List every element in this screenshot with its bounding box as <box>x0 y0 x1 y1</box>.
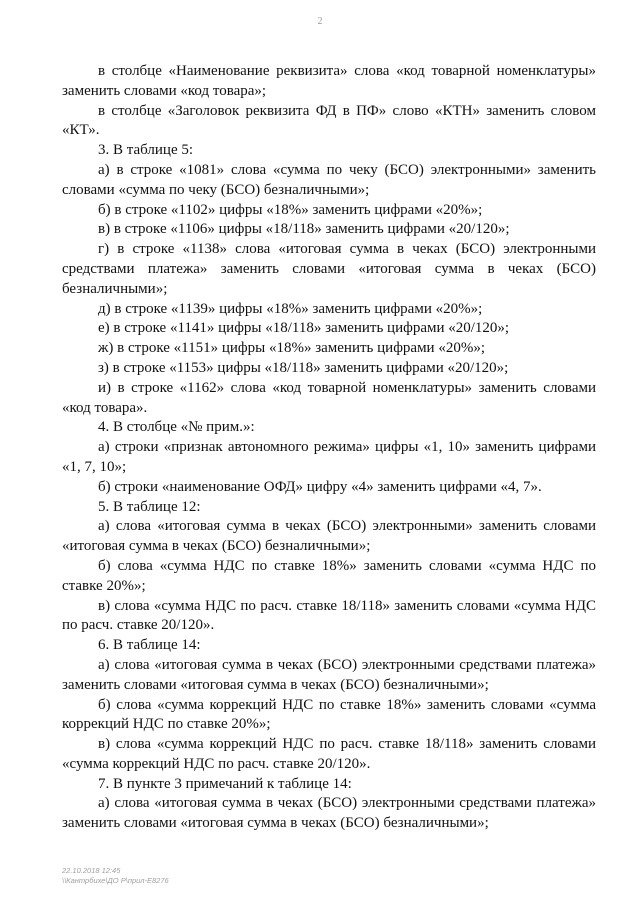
document-body <box>62 62 596 834</box>
footer-timestamp: 22.10.2018 12:45 <box>62 866 121 875</box>
paragraph: 4. В столбце «№ прим.»: <box>98 419 255 436</box>
paragraph: ж) в строке «1151» цифры «18%» заменить цифрами «20%»; <box>98 340 485 357</box>
paragraph: г) в строке «1138» слова «итоговая сумма в чеках (БСО) электронными средствами платежа» заменить словами «итоговая сумма в чеках (БСО) безналичными»; <box>62 241 596 297</box>
paragraph: 5. В таблице 12: <box>98 498 201 515</box>
paragraph: в) слова «сумма НДС по расч. ставке 18/118» заменить словами «сумма НДС по расч. ставке 20/120». <box>62 597 596 634</box>
paragraph: е) в строке «1141» цифры «18/118» заменить цифрами «20/120»; <box>98 320 510 337</box>
page-number: 2 <box>317 16 323 27</box>
paragraph: б) строки «наименование ОФД» цифру «4» заменить цифрами «4, 7». <box>98 478 542 495</box>
paragraph: д) в строке «1139» цифры «18%» заменить цифрами «20%»; <box>98 300 483 317</box>
paragraph: з) в строке «1153» цифры «18/118» заменить цифрами «20/120»; <box>98 359 509 376</box>
paragraph: 6. В таблице 14: <box>98 637 201 654</box>
footer-stamp <box>62 866 169 886</box>
paragraph: и) в строке «1162» слова «код товарной номенклатуры» заменить словами «код товара». <box>62 379 596 416</box>
paragraph: а) слова «итоговая сумма в чеках (БСО) электронными средствами платежа» заменить словами «итоговая сумма в чеках (БСО) безналичными»; <box>62 795 596 832</box>
paragraph: б) в строке «1102» цифры «18%» заменить цифрами «20%»; <box>98 201 483 218</box>
paragraph: а) слова «итоговая сумма в чеках (БСО) электронными средствами платежа» заменить словами «итоговая сумма в чеках (БСО) безналичными»; <box>62 656 596 693</box>
paragraph: б) слова «сумма коррекций НДС по ставке 18%» заменить словами «сумма коррекций НДС по ставке 20%»; <box>62 696 596 733</box>
paragraph: а) строки «признак автономного режима» цифры «1, 10» заменить цифрами «1, 7, 10»; <box>62 439 596 475</box>
paragraph: в) в строке «1106» цифры «18/118» заменить цифрами «20/120»; <box>98 221 510 238</box>
paragraph: в столбце «Заголовок реквизита ФД в ПФ» слово «КТН» заменить словом «КТ». <box>62 102 596 139</box>
paragraph: 3. В таблице 5: <box>98 142 194 159</box>
paragraph: а) в строке «1081» слова «сумма по чеку (БСО) электронными» заменить словами «сумма по чеку (БСО) безналичными»; <box>62 161 596 198</box>
paragraph: б) слова «сумма НДС по ставке 18%» заменить словами «сумма НДС по ставке 20%»; <box>62 557 596 594</box>
paragraph: в столбце «Наименование реквизита» слова «код товарной номенклатуры» заменить словами «код товара»; <box>62 63 596 99</box>
footer-file-path: \\Кантрбихе\ДО Р\прил-Е8276 <box>62 876 169 885</box>
paragraph: в) слова «сумма коррекций НДС по расч. ставке 18/118» заменить словами «сумма коррекций НДС по расч. ставке 20/120». <box>62 736 596 772</box>
paragraph: а) слова «итоговая сумма в чеках (БСО) электронными» заменить словами «итоговая сумма в чеках (БСО) безналичными»; <box>62 518 596 555</box>
paragraph: 7. В пункте 3 примечаний к таблице 14: <box>98 775 352 792</box>
